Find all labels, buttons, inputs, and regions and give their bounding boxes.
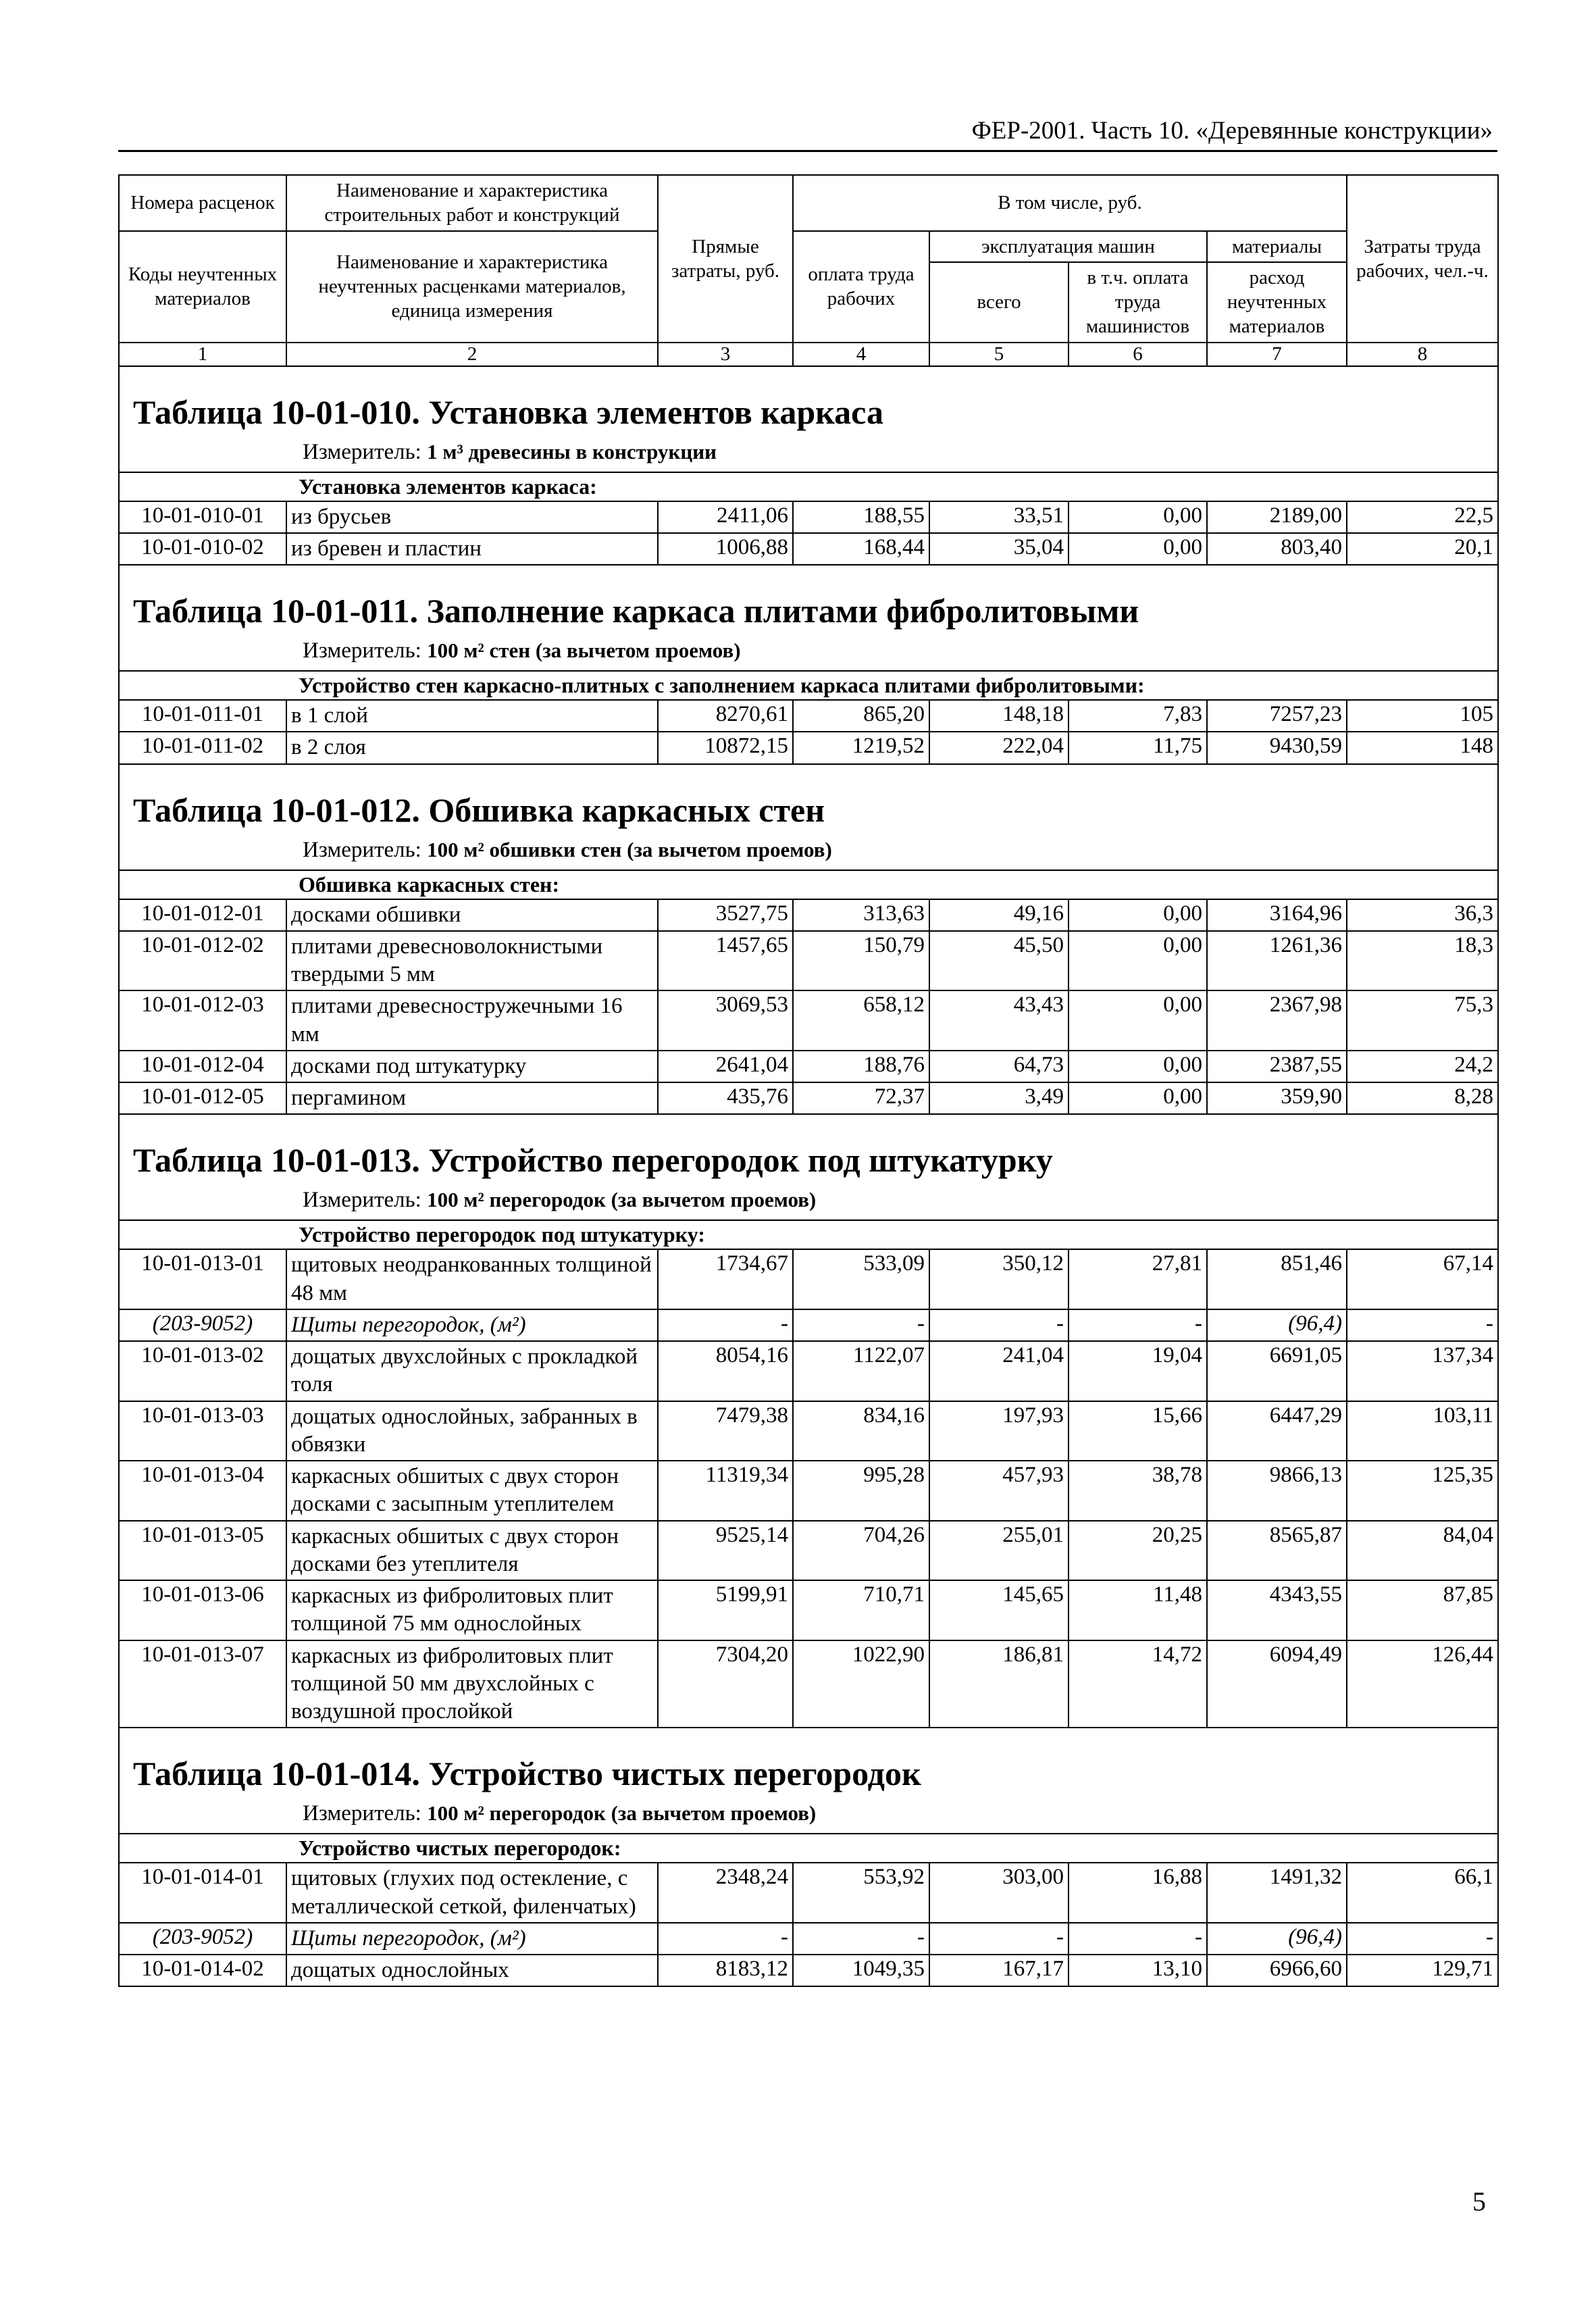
header-col8: Затраты труда рабочих, чел.-ч.	[1347, 175, 1498, 343]
labor-hours: 36,3	[1347, 899, 1498, 931]
rate-code: 10-01-013-05	[119, 1521, 286, 1581]
measurement-label: Измеритель:	[303, 1188, 428, 1213]
running-header: ФЕР-2001. Часть 10. «Деревянные конструкции»	[971, 117, 1493, 145]
machinists-wages: 0,00	[1069, 931, 1207, 991]
workers-wages: 1049,35	[793, 1955, 929, 1986]
measurement-row	[119, 834, 1498, 870]
machinists-wages: 11,75	[1069, 732, 1207, 763]
group-heading: Устройство стен каркасно-плитных с заполнением каркаса плитами фибролитовыми:	[119, 671, 1498, 700]
table-row	[119, 1640, 1498, 1728]
direct-costs: 8183,12	[658, 1955, 793, 1986]
workers-wages: 168,44	[793, 533, 929, 565]
workers-wages: 710,71	[793, 1580, 929, 1640]
materials-consumption: (96,4)	[1207, 1309, 1347, 1341]
machinists-wages: 14,72	[1069, 1640, 1207, 1728]
direct-costs: -	[658, 1309, 793, 1341]
materials-cost: 2189,00	[1207, 501, 1347, 533]
work-description: щитовых неодранкованных толщиной 48 мм	[286, 1249, 658, 1309]
table-row	[119, 990, 1498, 1051]
group-heading: Устройство чистых перегородок:	[119, 1834, 1498, 1863]
group-heading-row	[119, 870, 1498, 899]
measurement-label: Измеритель:	[303, 439, 428, 464]
labor-hours: 24,2	[1347, 1051, 1498, 1082]
table-header	[119, 175, 1498, 366]
labor-hours: 84,04	[1347, 1521, 1498, 1581]
group-heading: Установка элементов каркаса:	[119, 472, 1498, 501]
machines-total: -	[929, 1309, 1069, 1341]
table-row	[119, 931, 1498, 991]
machinists-wages: -	[1069, 1923, 1207, 1955]
machines-total: 145,65	[929, 1580, 1069, 1640]
work-description: каркасных из фибролитовых плит толщиной 75 мм однослойных	[286, 1580, 658, 1640]
section-title-row	[119, 565, 1498, 634]
materials-cost: 2387,55	[1207, 1051, 1347, 1082]
rate-code: 10-01-013-02	[119, 1341, 286, 1401]
labor-hours: 103,11	[1347, 1401, 1498, 1461]
machines-total: 241,04	[929, 1341, 1069, 1401]
machines-total: -	[929, 1923, 1069, 1955]
materials-cost: 3164,96	[1207, 899, 1347, 931]
materials-cost: 359,90	[1207, 1082, 1347, 1114]
header-col1-top: Номера расценок	[119, 175, 286, 231]
workers-wages: -	[793, 1923, 929, 1955]
machines-total: 64,73	[929, 1051, 1069, 1082]
group-heading-row	[119, 1834, 1498, 1863]
machines-total: 43,43	[929, 990, 1069, 1051]
work-description: каркасных обшитых с двух сторон досками без утеплителя	[286, 1521, 658, 1581]
machines-total: 186,81	[929, 1640, 1069, 1728]
materials-cost: 6447,29	[1207, 1401, 1347, 1461]
column-number: 6	[1069, 343, 1207, 366]
material-code: (203-9052)	[119, 1923, 286, 1955]
workers-wages: 72,37	[793, 1082, 929, 1114]
rate-code: 10-01-012-02	[119, 931, 286, 991]
direct-costs: 8270,61	[658, 700, 793, 732]
direct-costs: 2411,06	[658, 501, 793, 533]
table-row	[119, 899, 1498, 931]
work-description: из брусьев	[286, 501, 658, 533]
machines-total: 45,50	[929, 931, 1069, 991]
measurement-unit	[119, 1797, 1498, 1834]
workers-wages: 188,55	[793, 501, 929, 533]
rate-code: 10-01-014-02	[119, 1955, 286, 1986]
work-description: дощатых однослойных	[286, 1955, 658, 1986]
measurement-label: Измеритель:	[303, 837, 428, 862]
work-description: плитами древесноволокнистыми твердыми 5 мм	[286, 931, 658, 991]
section-title: Таблица 10-01-011. Заполнение каркаса плитами фибролитовыми	[119, 565, 1498, 634]
machinists-wages: 0,00	[1069, 501, 1207, 533]
direct-costs: 1734,67	[658, 1249, 793, 1309]
measurement-value: 100 м² обшивки стен (за вычетом проемов)	[427, 837, 832, 861]
direct-costs: 2348,24	[658, 1863, 793, 1923]
rate-code: 10-01-013-07	[119, 1640, 286, 1728]
materials-cost: 803,40	[1207, 533, 1347, 565]
machinists-wages: 0,00	[1069, 1082, 1207, 1114]
group-heading-row	[119, 671, 1498, 700]
table-row	[119, 1461, 1498, 1521]
labor-hours: 137,34	[1347, 1341, 1498, 1401]
column-number: 7	[1207, 343, 1347, 366]
material-subrow	[119, 1309, 1498, 1341]
table-row	[119, 501, 1498, 533]
materials-cost: 8565,87	[1207, 1521, 1347, 1581]
measurement-row	[119, 1797, 1498, 1834]
work-description: в 2 слоя	[286, 732, 658, 763]
header-col2-top: Наименование и характеристика строительных работ и конструкций	[286, 175, 658, 231]
column-number: 3	[658, 343, 793, 366]
workers-wages: 704,26	[793, 1521, 929, 1581]
rate-code: 10-01-013-04	[119, 1461, 286, 1521]
table-row	[119, 732, 1498, 763]
measurement-label: Измеритель:	[303, 638, 428, 663]
machinists-wages: 0,00	[1069, 990, 1207, 1051]
material-description: Щиты перегородок, (м²)	[286, 1309, 658, 1341]
labor-hours: 20,1	[1347, 533, 1498, 565]
machinists-wages: 27,81	[1069, 1249, 1207, 1309]
measurement-unit	[119, 834, 1498, 870]
measurement-value: 100 м² перегородок (за вычетом проемов)	[427, 1801, 817, 1826]
workers-wages: 188,76	[793, 1051, 929, 1082]
machinists-wages: 13,10	[1069, 1955, 1207, 1986]
work-description: в 1 слой	[286, 700, 658, 732]
direct-costs: 1457,65	[658, 931, 793, 991]
rate-code: 10-01-012-01	[119, 899, 286, 931]
table-row	[119, 1955, 1498, 1986]
measurement-label: Измеритель:	[303, 1801, 428, 1826]
labor-hours: -	[1347, 1923, 1498, 1955]
workers-wages: 313,63	[793, 899, 929, 931]
work-description: из бревен и пластин	[286, 533, 658, 565]
rate-code: 10-01-013-06	[119, 1580, 286, 1640]
column-number: 8	[1347, 343, 1498, 366]
materials-cost: 4343,55	[1207, 1580, 1347, 1640]
table-row	[119, 1521, 1498, 1581]
machinists-wages: 19,04	[1069, 1341, 1207, 1401]
header-col3: Прямые затраты, руб.	[658, 175, 793, 343]
machines-total: 222,04	[929, 732, 1069, 763]
group-heading: Устройство перегородок под штукатурку:	[119, 1220, 1498, 1249]
machines-total: 49,16	[929, 899, 1069, 931]
direct-costs: 1006,88	[658, 533, 793, 565]
materials-cost: 9430,59	[1207, 732, 1347, 763]
table-row	[119, 1051, 1498, 1082]
measurement-unit	[119, 634, 1498, 671]
machines-total: 3,49	[929, 1082, 1069, 1114]
labor-hours: 125,35	[1347, 1461, 1498, 1521]
rate-code: 10-01-014-01	[119, 1863, 286, 1923]
machinists-wages: -	[1069, 1309, 1207, 1341]
direct-costs: 3527,75	[658, 899, 793, 931]
machines-total: 350,12	[929, 1249, 1069, 1309]
direct-costs: 7479,38	[658, 1401, 793, 1461]
labor-hours: -	[1347, 1309, 1498, 1341]
materials-cost: 6966,60	[1207, 1955, 1347, 1986]
labor-hours: 18,3	[1347, 931, 1498, 991]
section-title-row	[119, 1114, 1498, 1184]
measurement-row	[119, 1184, 1498, 1220]
table-row	[119, 1082, 1498, 1114]
workers-wages: 865,20	[793, 700, 929, 732]
section-title-row	[119, 1728, 1498, 1797]
rate-code: 10-01-010-01	[119, 501, 286, 533]
materials-cost: 7257,23	[1207, 700, 1347, 732]
measurement-value: 1 м³ древесины в конструкции	[427, 439, 717, 463]
machines-total: 197,93	[929, 1401, 1069, 1461]
machines-total: 255,01	[929, 1521, 1069, 1581]
materials-cost: 6691,05	[1207, 1341, 1347, 1401]
column-number: 4	[793, 343, 929, 366]
machinists-wages: 16,88	[1069, 1863, 1207, 1923]
rate-code: 10-01-012-05	[119, 1082, 286, 1114]
header-col1-bottom: Коды неучтенных материалов	[119, 231, 286, 343]
section-title-row	[119, 764, 1498, 834]
workers-wages: 834,16	[793, 1401, 929, 1461]
workers-wages: 553,92	[793, 1863, 929, 1923]
header-col7: расход неучтенных материалов	[1207, 262, 1347, 343]
labor-hours: 22,5	[1347, 501, 1498, 533]
section-title: Таблица 10-01-012. Обшивка каркасных стен	[119, 764, 1498, 834]
header-rule	[118, 150, 1497, 152]
rate-code: 10-01-011-02	[119, 732, 286, 763]
table-row	[119, 1341, 1498, 1401]
table-row	[119, 1863, 1498, 1923]
machinists-wages: 7,83	[1069, 700, 1207, 732]
section-title: Таблица 10-01-013. Устройство перегородок под штукатурку	[119, 1114, 1498, 1184]
work-description: каркасных обшитых с двух сторон досками с засыпным утеплителем	[286, 1461, 658, 1521]
work-description: пергамином	[286, 1082, 658, 1114]
rate-code: 10-01-010-02	[119, 533, 286, 565]
table-row	[119, 1580, 1498, 1640]
header-group: В том числе, руб.	[793, 175, 1347, 231]
measurement-row	[119, 634, 1498, 671]
table-row	[119, 533, 1498, 565]
work-description: дощатых однослойных, забранных в обвязки	[286, 1401, 658, 1461]
labor-hours: 129,71	[1347, 1955, 1498, 1986]
table-row	[119, 700, 1498, 732]
labor-hours: 126,44	[1347, 1640, 1498, 1728]
machinists-wages: 0,00	[1069, 1051, 1207, 1082]
machines-total: 33,51	[929, 501, 1069, 533]
labor-hours: 87,85	[1347, 1580, 1498, 1640]
workers-wages: -	[793, 1309, 929, 1341]
material-code: (203-9052)	[119, 1309, 286, 1341]
work-description: плитами древесностружечными 16 мм	[286, 990, 658, 1051]
rate-code: 10-01-013-01	[119, 1249, 286, 1309]
workers-wages: 150,79	[793, 931, 929, 991]
materials-cost: 1261,36	[1207, 931, 1347, 991]
labor-hours: 8,28	[1347, 1082, 1498, 1114]
header-col4: оплата труда рабочих	[793, 231, 929, 343]
workers-wages: 1022,90	[793, 1640, 929, 1728]
labor-hours: 148	[1347, 732, 1498, 763]
workers-wages: 1219,52	[793, 732, 929, 763]
direct-costs: -	[658, 1923, 793, 1955]
direct-costs: 10872,15	[658, 732, 793, 763]
section-title-row	[119, 366, 1498, 436]
labor-hours: 75,3	[1347, 990, 1498, 1051]
section-title: Таблица 10-01-010. Установка элементов каркаса	[119, 366, 1498, 436]
measurement-row	[119, 436, 1498, 472]
table-row	[119, 1249, 1498, 1309]
header-col6: в т.ч. оплата труда машинистов	[1069, 262, 1207, 343]
machinists-wages: 11,48	[1069, 1580, 1207, 1640]
material-subrow	[119, 1923, 1498, 1955]
materials-cost: 6094,49	[1207, 1640, 1347, 1728]
group-heading-row	[119, 1220, 1498, 1249]
column-number: 2	[286, 343, 658, 366]
direct-costs: 435,76	[658, 1082, 793, 1114]
machines-total: 35,04	[929, 533, 1069, 565]
rate-code: 10-01-012-04	[119, 1051, 286, 1082]
page-number: 5	[1472, 2186, 1486, 2217]
labor-hours: 67,14	[1347, 1249, 1498, 1309]
machines-total: 457,93	[929, 1461, 1069, 1521]
direct-costs: 11319,34	[658, 1461, 793, 1521]
machinists-wages: 0,00	[1069, 533, 1207, 565]
header-col5: всего	[929, 262, 1069, 343]
rates-table	[118, 174, 1499, 1987]
rate-code: 10-01-013-03	[119, 1401, 286, 1461]
column-number: 1	[119, 343, 286, 366]
header-col2-bottom: Наименование и характеристика неучтенных расценками материалов, единица измерения	[286, 231, 658, 343]
workers-wages: 995,28	[793, 1461, 929, 1521]
machinists-wages: 15,66	[1069, 1401, 1207, 1461]
labor-hours: 66,1	[1347, 1863, 1498, 1923]
measurement-value: 100 м² перегородок (за вычетом проемов)	[427, 1188, 817, 1212]
machinists-wages: 0,00	[1069, 899, 1207, 931]
table-row	[119, 1401, 1498, 1461]
machines-total: 167,17	[929, 1955, 1069, 1986]
materials-cost: 851,46	[1207, 1249, 1347, 1309]
materials-consumption: (96,4)	[1207, 1923, 1347, 1955]
material-description: Щиты перегородок, (м²)	[286, 1923, 658, 1955]
direct-costs: 2641,04	[658, 1051, 793, 1082]
column-numbers-row	[119, 343, 1498, 366]
direct-costs: 7304,20	[658, 1640, 793, 1728]
rate-code: 10-01-012-03	[119, 990, 286, 1051]
machines-total: 148,18	[929, 700, 1069, 732]
work-description: каркасных из фибролитовых плит толщиной 50 мм двухслойных с воздушной прослойкой	[286, 1640, 658, 1728]
header-materials: материалы	[1207, 231, 1347, 262]
section-title: Таблица 10-01-014. Устройство чистых перегородок	[119, 1728, 1498, 1797]
materials-cost: 2367,98	[1207, 990, 1347, 1051]
machinists-wages: 38,78	[1069, 1461, 1207, 1521]
group-heading: Обшивка каркасных стен:	[119, 870, 1498, 899]
direct-costs: 8054,16	[658, 1341, 793, 1401]
measurement-value: 100 м² стен (за вычетом проемов)	[427, 638, 741, 662]
work-description: досками под штукатурку	[286, 1051, 658, 1082]
group-heading-row	[119, 472, 1498, 501]
materials-cost: 9866,13	[1207, 1461, 1347, 1521]
materials-cost: 1491,32	[1207, 1863, 1347, 1923]
direct-costs: 3069,53	[658, 990, 793, 1051]
table-body	[119, 366, 1498, 1987]
measurement-unit	[119, 1184, 1498, 1220]
workers-wages: 1122,07	[793, 1341, 929, 1401]
direct-costs: 9525,14	[658, 1521, 793, 1581]
column-number: 5	[929, 343, 1069, 366]
rate-code: 10-01-011-01	[119, 700, 286, 732]
workers-wages: 533,09	[793, 1249, 929, 1309]
work-description: щитовых (глухих под остекление, с металлической сеткой, филенчатых)	[286, 1863, 658, 1923]
machines-total: 303,00	[929, 1863, 1069, 1923]
machinists-wages: 20,25	[1069, 1521, 1207, 1581]
header-machines: эксплуатация машин	[929, 231, 1207, 262]
measurement-unit	[119, 436, 1498, 472]
work-description: дощатых двухслойных с прокладкой толя	[286, 1341, 658, 1401]
labor-hours: 105	[1347, 700, 1498, 732]
direct-costs: 5199,91	[658, 1580, 793, 1640]
work-description: досками обшивки	[286, 899, 658, 931]
workers-wages: 658,12	[793, 990, 929, 1051]
